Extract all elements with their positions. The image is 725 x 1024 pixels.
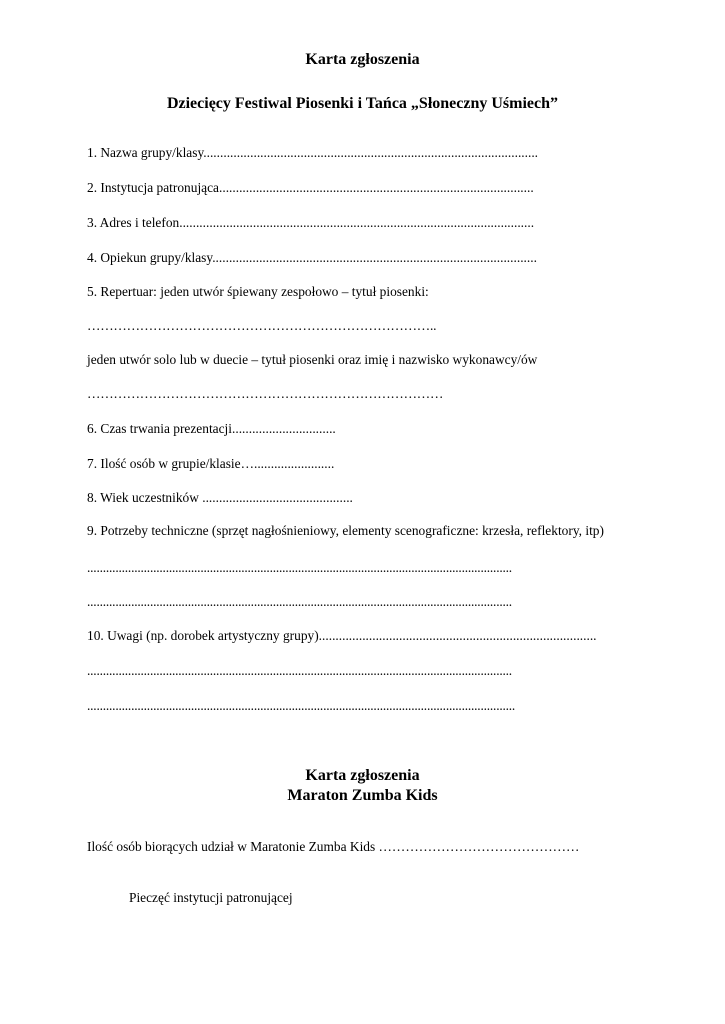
field-tech-needs: 9. Potrzeby techniczne (sprzęt nagłośnieniowy, elementy scenograficzne: krzesła, reflektory, itp) — [87, 523, 604, 538]
field-age: 8. Wiek uczestników ............................................. — [87, 490, 353, 505]
form1-title: Karta zgłoszenia — [305, 51, 420, 68]
field-repertoire: 5. Repertuar: jeden utwór śpiewany zespołowo – tytuł piosenki: — [87, 284, 429, 299]
field-solo-line: ……………………………………………………………………… — [87, 386, 444, 401]
field-group-size: 7. Ilość osób w grupie/klasie…........................ — [87, 456, 335, 471]
field-remarks-line-2: ........................................................................................................................................ — [87, 698, 516, 713]
field-supervisor: 4. Opiekun grupy/klasy................................................................................................. — [87, 250, 537, 265]
form2-subtitle: Maraton Zumba Kids — [287, 787, 438, 804]
field-solo: jeden utwór solo lub w duecie – tytuł piosenki oraz imię i nazwisko wykonawcy/ów — [87, 352, 538, 367]
field-participants: Ilość osób biorących udział w Maratonie Zumba Kids ……………………………………… — [87, 839, 580, 854]
form1-subtitle: Dziecięcy Festiwal Piosenki i Tańca „Słoneczny Uśmiech” — [166, 95, 559, 112]
field-remarks-line-1: ....................................................................................................................................... — [87, 663, 512, 678]
field-institution: 2. Instytucja patronująca.............................................................................................. — [87, 180, 534, 195]
form2-title: Karta zgłoszenia — [305, 767, 420, 784]
field-duration: 6. Czas trwania prezentacji............................... — [87, 421, 336, 436]
stamp-label: Pieczęć instytucji patronującej — [129, 890, 293, 905]
field-tech-line-1: ....................................................................................................................................... — [87, 560, 512, 575]
field-remarks: 10. Uwagi (np. dorobek artystyczny grupy)................................................................................... — [87, 628, 597, 643]
field-repertoire-line: …………………………………………………………………….. — [87, 318, 437, 333]
field-group-name: 1. Nazwa grupy/klasy.................................................................................................... — [87, 145, 539, 160]
field-address-phone: 3. Adres i telefon.......................................................................................................... — [87, 215, 535, 230]
field-tech-line-2: ....................................................................................................................................... — [87, 594, 512, 609]
